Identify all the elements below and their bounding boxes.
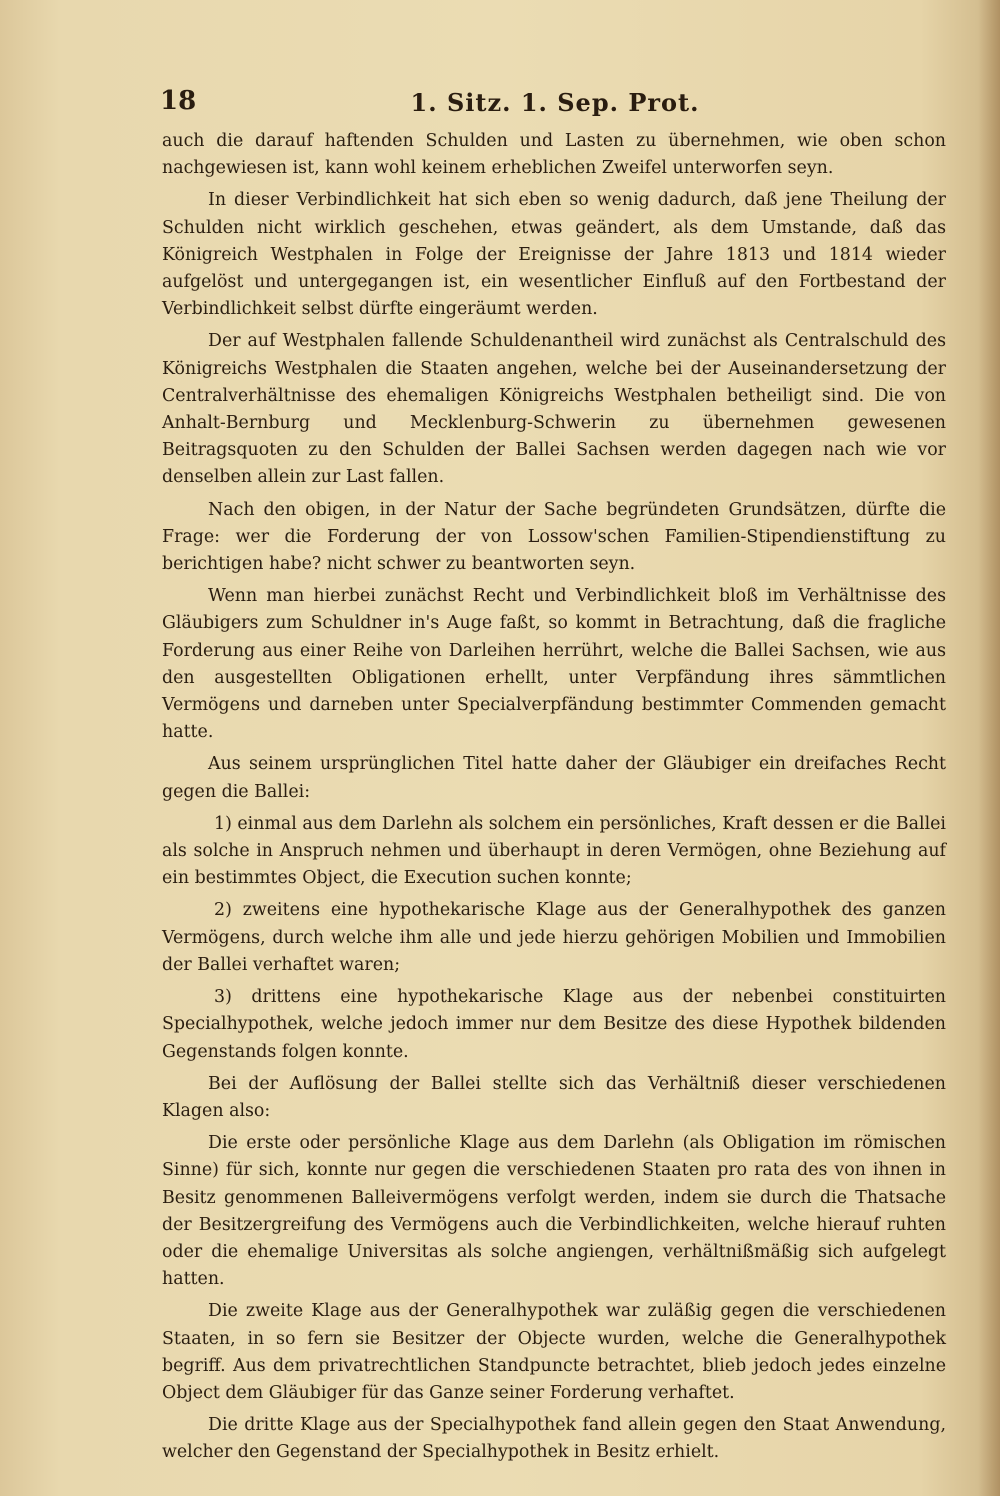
page-number: 18 [160,86,197,116]
running-title: 1. Sitz. 1. Sep. Prot. [410,88,700,117]
list-item-1: 1) einmal aus dem Darlehn als solchem ein persönliches, Kraft dessen er die Ballei als solche in Anspruch nehmen und überhaupt in deren Vermögen, ohne Beziehung auf ein bestimmtes Object, die Execution suchen konnte; [162,813,946,889]
paragraph: Der auf Westphalen fallende Schuldenantheil wird zunächst als Centralschuld des Königreichs Westphalen die Staaten angehen, welche bei der Auseinandersetzung der Centralverhältnisse des ehemaligen Königreichs Westphalen betheiligt sind. Die von Anhalt-Bernburg und Mecklenburg-Schwerin zu übernehmen gewesenen Beitragsquoten zu den Schulden der Ballei Sachsen werden dagegen nach wie vor denselben allein zur Last fallen. [162,331,946,488]
paragraph: Nach den obigen, in der Natur der Sache begründeten Grundsätzen, dürfte die Frage: wer die Forderung der von Lossow'schen Familien-Stipendienstiftung zu berichtigen habe? nicht schwer zu beantworten seyn. [162,499,946,575]
paragraph-continuation: auch die darauf haftenden Schulden und Lasten zu übernehmen, wie oben schon nachgewiesen ist, kann wohl keinem erheblichen Zweifel unterworfen seyn. [162,131,946,179]
list-item-3: 3) drittens eine hypothekarische Klage aus der nebenbei constituirten Specialhypothek, welche jedoch immer nur dem Besitze des diese Hypothek bildenden Gegenstands folgen konnte. [162,987,946,1062]
paragraph: Die erste oder persönliche Klage aus dem Darlehn (als Obligation im römischen Sinne) für sich, konnte nur gegen die verschiedenen Staaten pro rata des von ihnen in Besitz genommenen Balleivermögens verfolgt werden, indem sie durch die Thatsache der Besitzergreifung des Vermögens auch die Verbindlichkeiten, welche hierauf ruhten oder die ehemalige Universitas als solche angiengen, verhältnißmäßig sich aufgelegt hatten. [162,1133,946,1290]
paragraph: Die dritte Klage aus der Specialhypothek fand allein gegen den Staat Anwendung, welcher den Gegenstand der Specialhypothek in Besitz erhielt. [162,1415,946,1463]
paragraph: Wenn man hierbei zunächst Recht und Verbindlichkeit bloß im Verhältnisse des Gläubigers zum Schuldner in's Auge faßt, so kommt in Betrachtung, daß die fragliche Forderung aus einer Reihe von Darleihen herrührt, welche die Ballei Sachsen, wie aus den ausgestellten Obligationen erhellt, unter Verpfändung ihres sämmtlichen Vermögens und darneben unter Specialverpfändung bestimmter Commenden gemacht hatte. [162,586,946,743]
paragraph: Aus seinem ursprünglichen Titel hatte daher der Gläubiger ein dreifaches Recht gegen die Ballei: [162,754,946,802]
paragraph: Bei der Auflösung der Ballei stellte sich das Verhältniß dieser verschiedenen Klagen also: [162,1073,946,1121]
paragraph: In dieser Verbindlichkeit hat sich eben so wenig dadurch, daß jene Theilung der Schulden nicht wirklich geschehen, etwas geändert, als dem Umstande, daß das Königreich Westphalen in Folge der Ereignisse der Jahre 1813 und 1814 wieder aufgelöst und untergegangen ist, ein wesentlicher Einfluß auf den Fortbestand der Verbindlichkeit selbst dürfte eingeräumt werden. [162,190,946,320]
paragraph: Die zweite Klage aus der Generalhypothek war zuläßig gegen die verschiedenen Staaten, in so fern sie Besitzer der Objecte wurden, welche die Generalhypothek begriff. Aus dem privatrechtlichen Standpuncte betrachtet, blieb jedoch jedes einzelne Object dem Gläubiger für das Ganze seiner Forderung verhaftet. [162,1301,946,1403]
page-body [162,128,946,1472]
page-spine-shadow [978,0,1000,1496]
list-item-2: 2) zweitens eine hypothekarische Klage aus der Generalhypothek des ganzen Vermögens, durch welche ihm alle und jede hierzu gehörigen Mobilien und Immobilien der Ballei verhaftet waren; [162,900,946,975]
page-header [160,86,950,126]
